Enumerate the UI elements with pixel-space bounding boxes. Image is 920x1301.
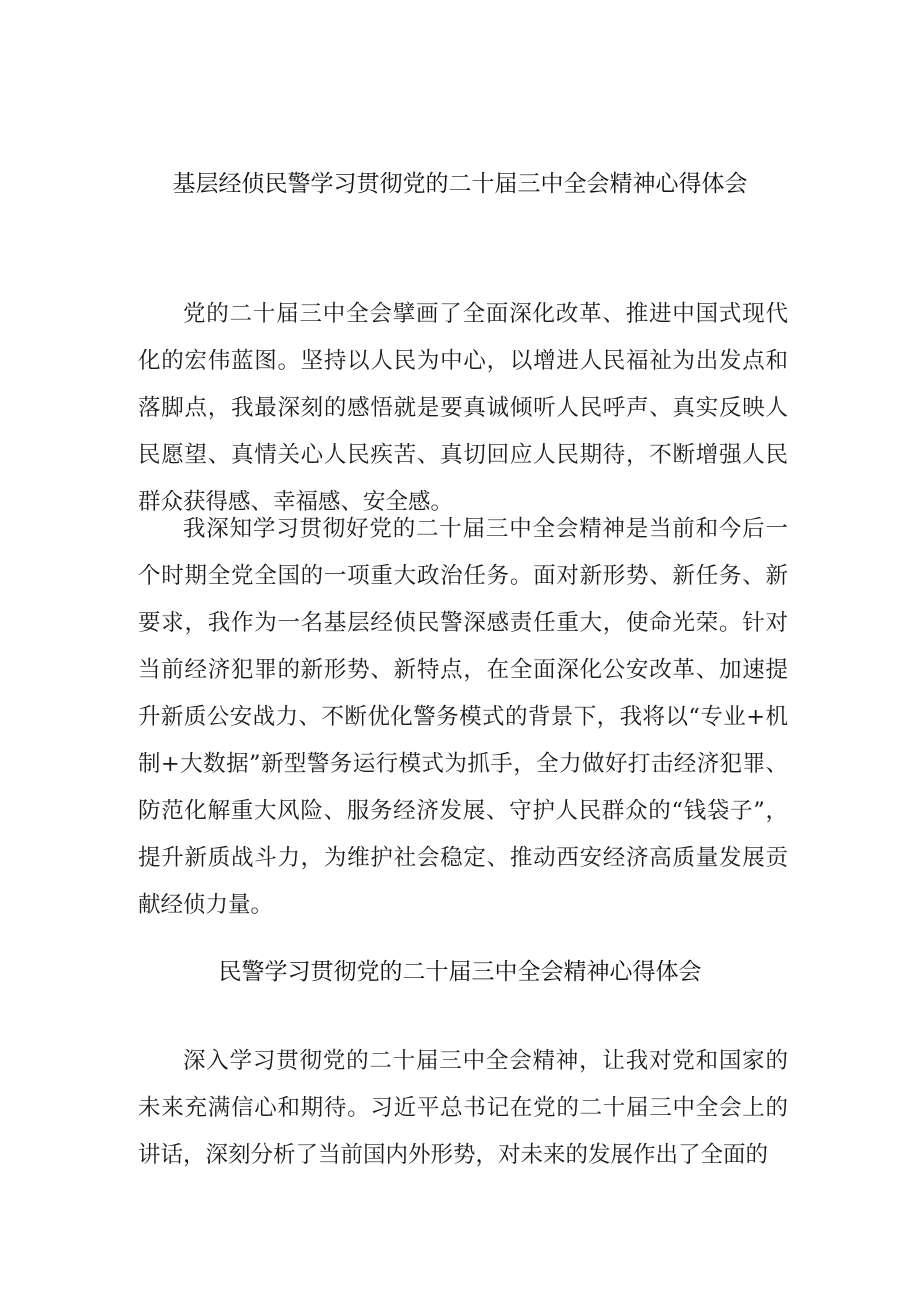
article-title-1: 基层经侦民警学习贯彻党的二十届三中全会精神心得体会: [172, 171, 748, 197]
article-1-paragraph-2: 我深知学习贯彻好党的二十届三中全会精神是当前和今后一个时期全党全国的一项重大政治任务。面对新形势、新任务、新要求，我作为一名基层经侦民警深感责任重大，使命光荣。针对当前经济犯罪的新形势、新特点，在全面深化公安改革、加速提升新质公安战力、不断优化警务模式的背景下，我将以“专业+机制+大数据”新型警务运行模式为抓手，全力做好打击经济犯罪、防范化解重大风险、服务经济发展、守护人民群众的“钱袋子”，提升新质战斗力，为维护社会稳定、推动西安经济高质量发展贡献经侦力量。: [138, 516, 788, 918]
article-1-paragraph-1: 党的二十届三中全会擘画了全面深化改革、推进中国式现代化的宏伟蓝图。坚持以人民为中心，以增进人民福祉为出发点和落脚点，我最深刻的感悟就是要真诚倾听人民呼声、真实反映人民愿望、真情关心人民疾苦、真切回应人民期待，不断增强人民群众获得感、幸福感、安全感。: [138, 301, 788, 515]
article-title-2: 民警学习贯彻党的二十届三中全会精神心得体会: [218, 959, 702, 985]
article-2-paragraph-1: 深入学习贯彻党的二十届三中全会精神，让我对党和国家的未来充满信心和期待。习近平总书记在党的二十届三中全会上的讲话，深刻分析了当前国内外形势，对未来的发展作出了全面的: [138, 1048, 788, 1168]
